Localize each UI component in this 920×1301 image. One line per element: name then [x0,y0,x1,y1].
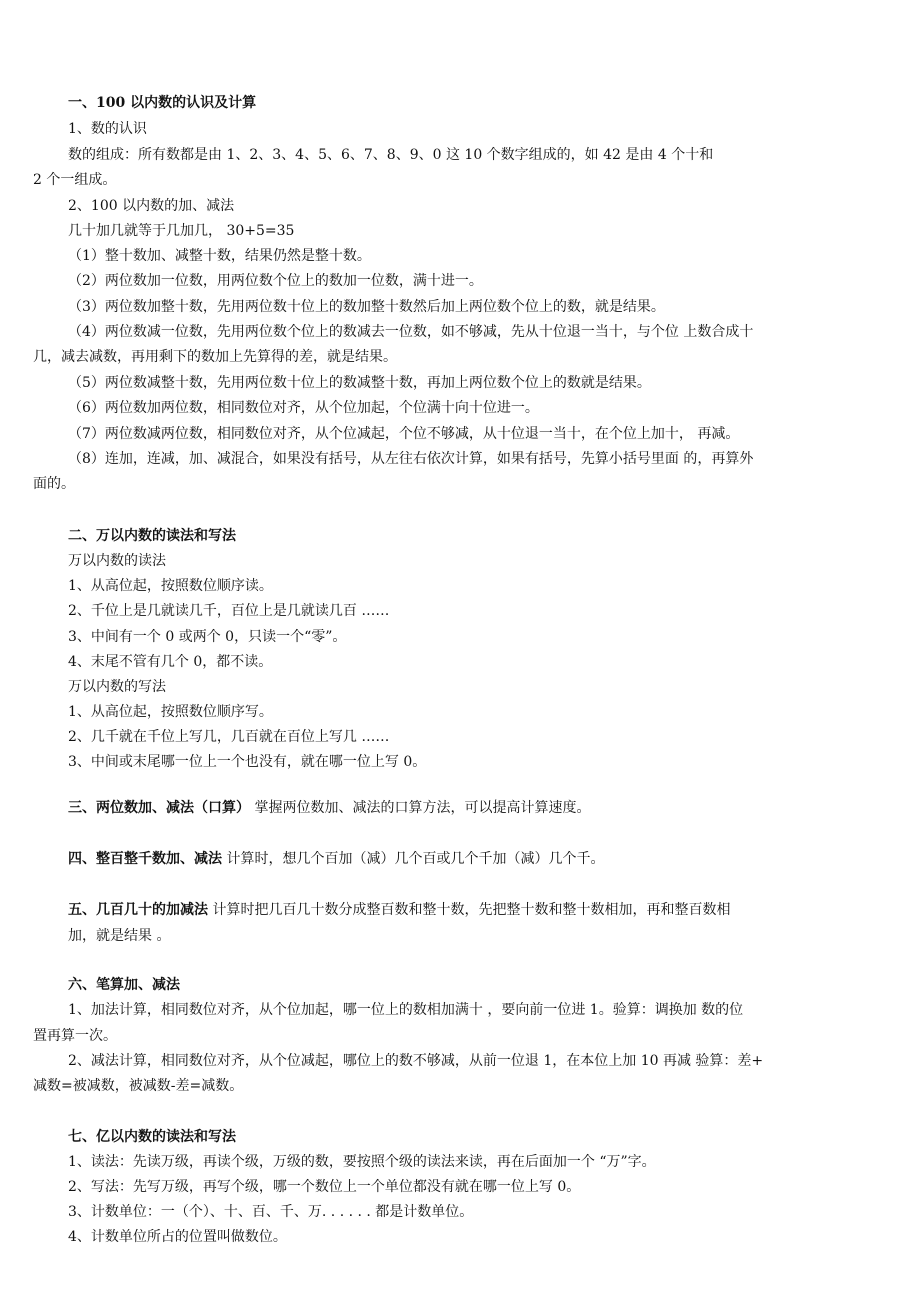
section-3-text: 掌握两位数加、减法的口算方法，可以提高计算速度。 [250,800,591,816]
s6-paragraph-1b: 置再算一次。 [33,1028,117,1044]
section-5-text-2: 加，就是结果 。 [68,928,171,944]
s1-item-4a: （4）两位数减一位数，先用两位数个位上的数减去一位数，如不够减，先从十位退一当十，与个位 上数合成十 [68,324,754,340]
section-5-heading: 五、几百几十的加减法 [68,902,208,918]
s1-item-6: （6）两位数加两位数，相同数位对齐，从个位加起，个位满十向十位进一。 [68,400,539,416]
section-7-heading: 七、亿以内数的读法和写法 [68,1129,236,1145]
s1-item-2: （2）两位数加一位数，用两位数个位上的数加一位数，满十进一。 [68,273,483,289]
section-3 [68,798,590,818]
s2-write-1: 1、从高位起，按照数位顺序写。 [68,704,273,720]
s1-paragraph-1a: 数的组成：所有数都是由 1、2、3、4、5、6、7、8、9、0 这 10 个数字组成的，如 42 是由 4 个十和 [68,147,714,163]
s1-item-1: （1）整十数加、减整十数，结果仍然是整十数。 [68,248,371,264]
section-1-heading: 一、100 以内数的认识及计算 [68,95,257,111]
s1-item-4b: 几，减去减数，再用剩下的数加上先算得的差，就是结果。 [33,349,397,365]
s1-item-7: （7）两位数减两位数，相同数位对齐，从个位减起，个位不够减，从十位退一当十，在个位上加十， 再减。 [68,426,740,442]
s1-item-3: （3）两位数加整十数，先用两位数十位上的数加整十数然后加上两位数个位上的数，就是结果。 [68,299,665,315]
section-3-heading: 三、两位数加、减法（口算） [68,800,250,816]
s7-line-4: 4、计数单位所占的位置叫做数位。 [68,1229,287,1245]
section-2-heading: 二、万以内数的读法和写法 [68,528,236,544]
section-5-text: 计算时把几百几十数分成整百数和整十数，先把整十数和整十数相加，再和整百数相 [208,902,731,918]
s6-paragraph-2b: 减数=被减数，被减数-差=减数。 [33,1078,244,1094]
s7-line-2: 2、写法：先写万级，再写个级，哪一个数位上一个单位都没有就在哪一位上写 0。 [68,1179,581,1195]
s6-paragraph-2a: 2、减法计算，相同数位对齐，从个位减起，哪位上的数不够减，从前一位退 1，在本位上加 10 再减 验算：差+ [68,1053,764,1069]
s1-rule: 几十加几就等于几加几， 30+5=35 [68,223,295,239]
section-4-text: 计算时，想几个百加（减）几个百或几个千加（减）几个千。 [222,851,605,867]
s6-paragraph-1a: 1、加法计算，相同数位对齐，从个位加起，哪一位上的数相加满十 ，要向前一位进 1。验算：调换加 数的位 [68,1002,744,1018]
s1-item-8a: （8）连加，连减，加、减混合，如果没有括号，从左往右依次计算，如果有括号，先算小括号里面 的，再算外 [68,451,754,467]
s1-subheading-1: 1、数的认识 [68,121,147,137]
section-4 [68,849,604,869]
s2-read-4: 4、末尾不管有几个 0，都不读。 [68,654,273,670]
s2-read-3: 3、中间有一个 0 或两个 0，只读一个“零”。 [68,629,347,645]
section-5 [68,900,730,920]
section-4-heading: 四、整百整千数加、减法 [68,851,222,867]
s7-line-1: 1、读法：先读万级，再读个级，万级的数，要按照个级的读法来读，再在后面加一个 “万”字。 [68,1154,656,1170]
s1-item-5: （5）两位数减整十数，先用两位数十位上的数减整十数，再加上两位数个位上的数就是结果。 [68,375,651,391]
s1-subheading-2: 2、100 以内数的加、减法 [68,198,235,214]
s1-item-8b: 面的。 [33,476,75,492]
s7-line-3: 3、计数单位：一（个）、十、百、千、万. . . . . . 都是计数单位。 [68,1204,474,1220]
section-6-heading: 六、笔算加、减法 [68,977,180,993]
s2-write-2: 2、几千就在千位上写几，几百就在百位上写几 …… [68,729,390,745]
s2-write-title: 万以内数的写法 [68,679,166,695]
s2-write-3: 3、中间或末尾哪一位上一个也没有，就在哪一位上写 0。 [68,754,427,770]
s2-read-2: 2、千位上是几就读几千，百位上是几就读几百 …… [68,603,390,619]
s2-read-1: 1、从高位起，按照数位顺序读。 [68,578,273,594]
s1-paragraph-1b: 2 个一组成。 [33,172,117,188]
s2-read-title: 万以内数的读法 [68,553,166,569]
